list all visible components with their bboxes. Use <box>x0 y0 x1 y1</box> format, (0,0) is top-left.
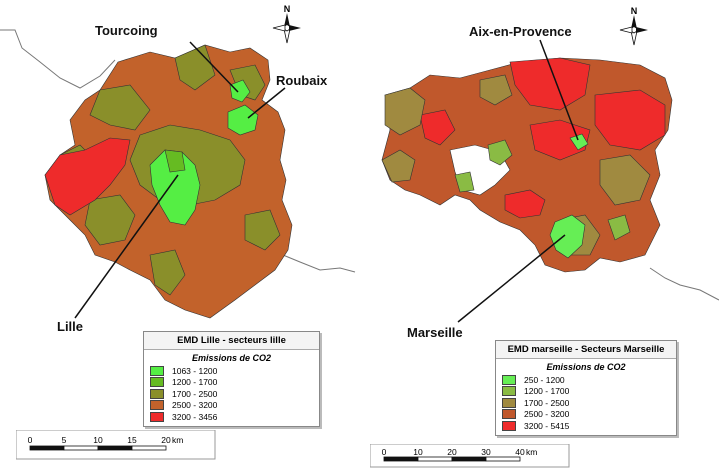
legend-class-row <box>144 400 319 412</box>
legend-class-row <box>496 409 676 421</box>
legend-subtitle: Emissions de CO2 <box>546 362 626 372</box>
legend-class-row <box>496 420 676 432</box>
scale-segment <box>132 446 166 450</box>
label-roubaix: Roubaix <box>276 73 328 88</box>
border-line <box>0 30 115 88</box>
coast-line <box>650 268 719 300</box>
scale-segment <box>64 446 98 450</box>
legend-class-row <box>496 397 676 409</box>
scale-tick-label: 0 <box>381 447 387 457</box>
legend-range-label: 1200 - 1700 <box>524 386 570 397</box>
legend-swatch <box>150 412 164 422</box>
legend-range-label: 1200 - 1700 <box>172 377 218 388</box>
scale-segment <box>30 446 64 450</box>
scale-segment <box>486 457 520 461</box>
lille-scale-bar <box>16 430 216 460</box>
marseille-legend <box>495 340 677 436</box>
scale-tick-label: 10 <box>93 435 103 445</box>
scale-segment <box>98 446 132 450</box>
scale-tick-label: 0 <box>27 435 33 445</box>
scale-tick-label: 30 <box>481 447 491 457</box>
scale-tick-label: 20 <box>161 435 171 445</box>
scale-tick-label: 10 <box>413 447 423 457</box>
legend-range-label: 2500 - 3200 <box>524 409 570 420</box>
legend-range-label: 3200 - 3456 <box>172 411 218 422</box>
legend-class-row <box>496 374 676 386</box>
scale-tick-label: 20 <box>447 447 457 457</box>
legend-class-row <box>144 377 319 389</box>
legend-class-row <box>144 411 319 423</box>
label-lille: Lille <box>57 319 84 334</box>
legend-swatch <box>150 366 164 376</box>
scale-tick-label: 15 <box>127 435 137 445</box>
scale-unit-label: km <box>526 447 538 457</box>
label-marseille: Marseille <box>407 325 463 340</box>
legend-range-label: 250 - 1200 <box>524 374 565 385</box>
legend-class-row <box>144 365 319 377</box>
legend-range-label: 1700 - 2500 <box>524 397 570 408</box>
legend-swatch <box>502 421 516 431</box>
legend-swatch <box>502 386 516 396</box>
label-tourcoing: Tourcoing <box>95 23 158 38</box>
legend-swatch <box>502 409 516 419</box>
legend-range-label: 1700 - 2500 <box>172 388 218 399</box>
scale-segment <box>452 457 486 461</box>
lille-legend <box>143 331 320 427</box>
border-line <box>283 255 355 272</box>
scale-tick-label: 40 <box>515 447 525 457</box>
legend-swatch <box>150 377 164 387</box>
scale-unit-label: km <box>172 435 184 445</box>
scale-segment <box>384 457 418 461</box>
north-arrow-icon <box>268 3 306 49</box>
legend-title: EMD Lille - secteurs lille <box>144 332 319 350</box>
north-label: N <box>630 6 638 16</box>
legend-class-row <box>496 386 676 398</box>
legend-swatch <box>150 400 164 410</box>
legend-swatch <box>150 389 164 399</box>
marseille-leader <box>458 235 565 322</box>
legend-swatch <box>502 375 516 385</box>
legend-class-row <box>144 388 319 400</box>
legend-subtitle: Emissions de CO2 <box>191 353 272 363</box>
legend-range-label: 1063 - 1200 <box>172 365 218 376</box>
legend-range-label: 2500 - 3200 <box>172 400 218 411</box>
legend-swatch <box>502 398 516 408</box>
north-arrow-icon <box>615 5 653 51</box>
legend-title: EMD marseille - Secteurs Marseille <box>496 341 676 359</box>
marseille-map <box>382 40 719 322</box>
label-aix: Aix-en-Provence <box>469 24 572 39</box>
scale-tick-label: 5 <box>61 435 67 445</box>
scale-segment <box>418 457 452 461</box>
legend-range-label: 3200 - 5415 <box>524 420 570 431</box>
north-label: N <box>283 4 291 14</box>
marseille-scale-bar <box>370 444 570 468</box>
